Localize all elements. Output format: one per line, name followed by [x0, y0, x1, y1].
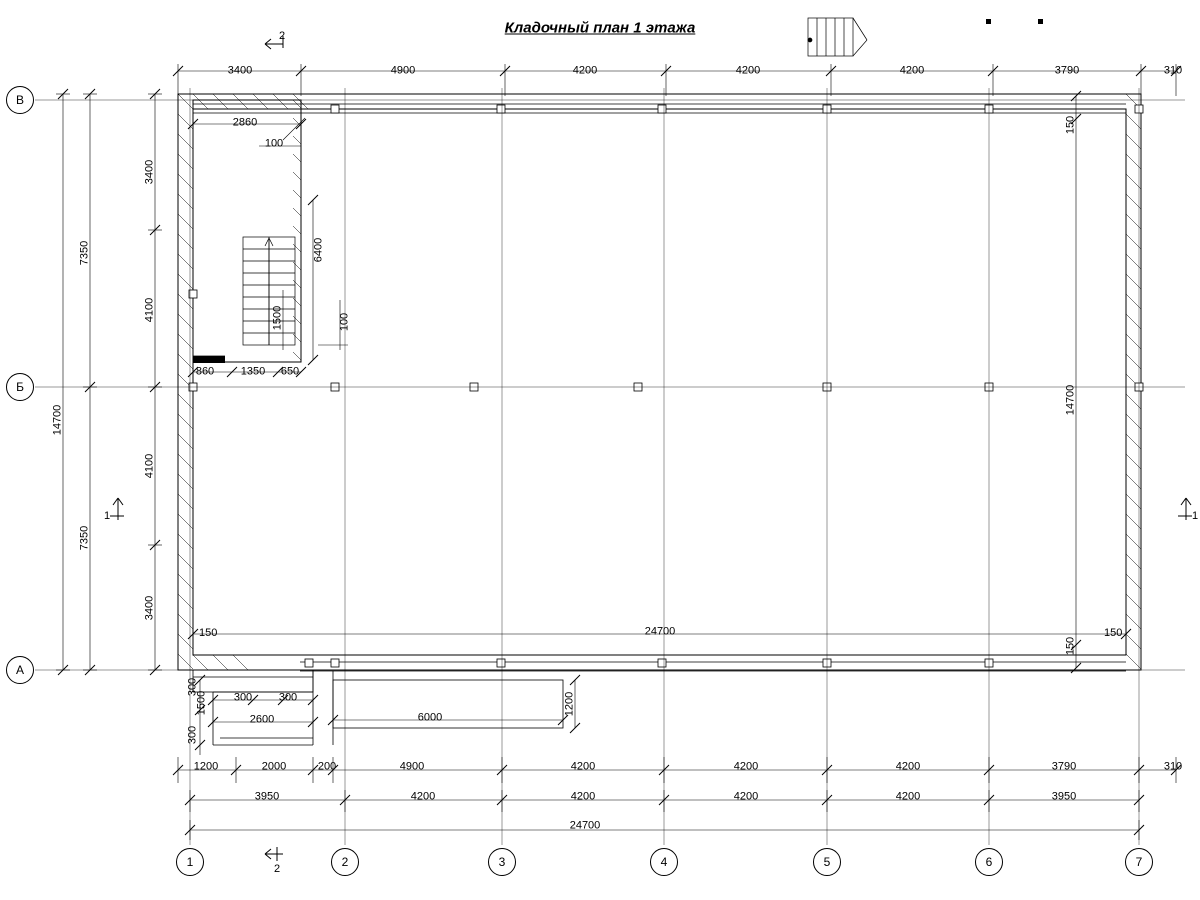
dim-bot-4: 4900: [399, 760, 425, 773]
dim-1500-porch: 1500: [195, 690, 208, 716]
dim-right-14700: 14700: [1064, 384, 1077, 416]
axis-marker-v-1[interactable]: Б: [6, 373, 34, 401]
dim-2860: 2860: [232, 116, 258, 129]
axis-marker-h-6[interactable]: 7: [1125, 848, 1153, 876]
dim-bot-8: 3790: [1051, 760, 1077, 773]
dim-bot-9: 310: [1163, 760, 1183, 773]
dim-axes-6: 3950: [1051, 790, 1077, 803]
dim-2600: 2600: [249, 713, 275, 726]
dim-bot-1: 1200: [193, 760, 219, 773]
dim-bot-6: 4200: [733, 760, 759, 773]
dim-left-total: 14700: [51, 404, 64, 436]
dim-left-3: 4100: [143, 453, 156, 479]
dim-650: 650: [280, 365, 300, 378]
dim-axes-5: 4200: [895, 790, 921, 803]
dim-860: 860: [195, 365, 215, 378]
section-1-left-label: 1: [104, 510, 111, 522]
dim-100-mid: 100: [338, 312, 351, 332]
axis-marker-h-4[interactable]: 5: [813, 848, 841, 876]
dim-150-left: 150: [199, 627, 218, 639]
dim-left-mid-2: 7350: [78, 525, 91, 551]
dim-left-2: 4100: [143, 297, 156, 323]
dim-1200: 1200: [563, 691, 576, 717]
dim-axes-4: 4200: [733, 790, 759, 803]
dim-left-mid-1: 7350: [78, 240, 91, 266]
dim-300-b: 300: [278, 691, 298, 704]
dim-right-150-top: 150: [1064, 115, 1077, 135]
dim-top-7: 310: [1163, 64, 1183, 77]
axis-marker-h-0[interactable]: 1: [176, 848, 204, 876]
dim-300-a: 300: [233, 691, 253, 704]
dim-bot-3: 200: [317, 760, 337, 773]
dim-left-1: 3400: [143, 159, 156, 185]
dim-right-150-bottom: 150: [1064, 636, 1077, 656]
dim-bot-5: 4200: [570, 760, 596, 773]
dim-100-top: 100: [264, 137, 284, 150]
dim-left-4: 3400: [143, 595, 156, 621]
dim-150-right: 150: [1104, 627, 1123, 639]
dim-300-porch-a: 300: [186, 725, 199, 745]
dim-top-3: 4200: [572, 64, 598, 77]
dim-6400: 6400: [312, 237, 325, 263]
axis-marker-h-3[interactable]: 4: [650, 848, 678, 876]
section-2-bottom-label: 2: [274, 863, 281, 875]
dim-top-1: 3400: [227, 64, 253, 77]
dim-1350: 1350: [240, 365, 266, 378]
dim-axes-2: 4200: [410, 790, 436, 803]
axis-marker-h-2[interactable]: 3: [488, 848, 516, 876]
section-2-top-label: 2: [279, 30, 286, 42]
dim-top-6: 3790: [1054, 64, 1080, 77]
dim-axes-1: 3950: [254, 790, 280, 803]
dim-top-2: 4900: [390, 64, 416, 77]
dim-top-4: 4200: [735, 64, 761, 77]
dim-24700-inner: 24700: [644, 625, 676, 638]
axis-marker-v-2[interactable]: А: [6, 656, 34, 684]
dim-bot-2: 2000: [261, 760, 287, 773]
dim-300-porch-b: 300: [186, 677, 199, 697]
axis-marker-h-1[interactable]: 2: [331, 848, 359, 876]
dim-axes-3: 4200: [570, 790, 596, 803]
axis-marker-h-5[interactable]: 6: [975, 848, 1003, 876]
axis-marker-v-0[interactable]: В: [6, 86, 34, 114]
dim-6000: 6000: [417, 711, 443, 724]
section-1-right-label: 1: [1192, 510, 1199, 522]
dim-1500-stair: 1500: [271, 305, 284, 331]
dim-top-5: 4200: [899, 64, 925, 77]
dim-bot-7: 4200: [895, 760, 921, 773]
dim-bottom-total: 24700: [569, 819, 601, 832]
page-title: Кладочный план 1 этажа: [504, 19, 696, 37]
